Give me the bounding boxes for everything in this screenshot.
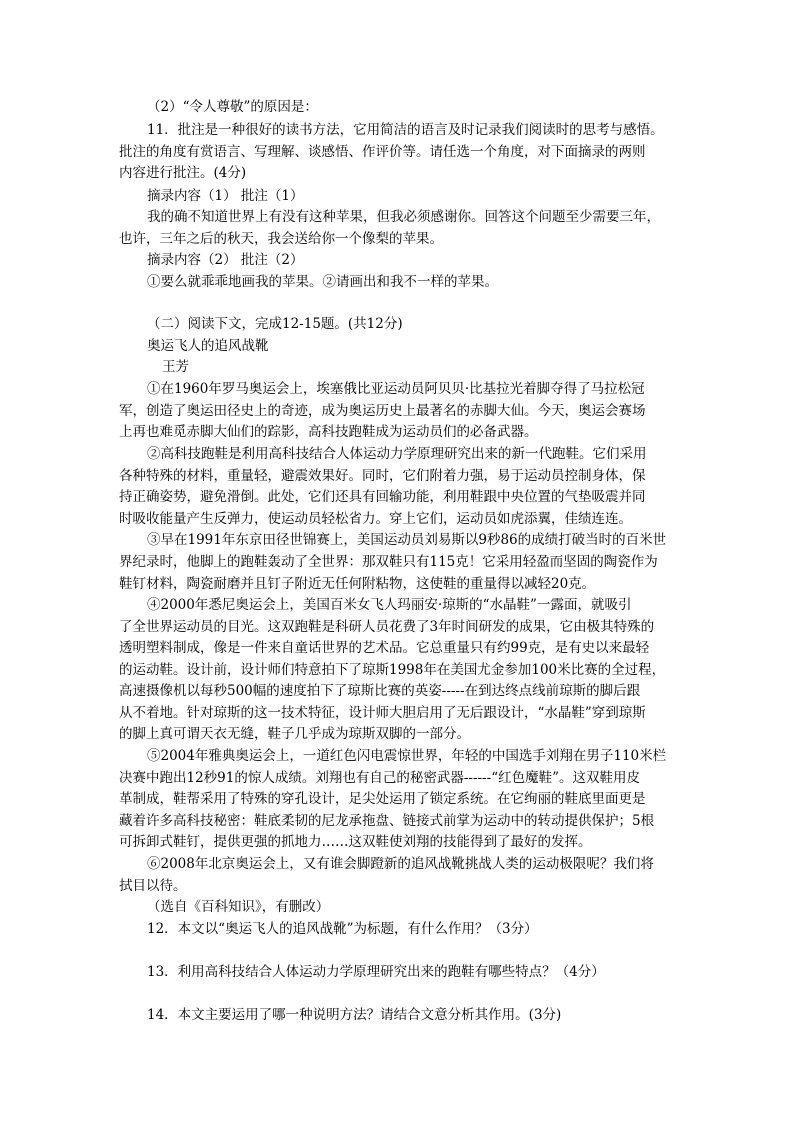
paragraph-2-line: ②高科技跑鞋是利用高科技结合人体运动力学原理研究出来的新一代跑鞋。它们采用 [147,446,647,462]
question-11-line: 内容进行批注。(4分) [119,165,247,181]
paragraph-2-line: 持正确姿势，避免滑倒。此处，它们还具有回输功能，利用鞋跟中央位置的气垫吸震并同 [119,489,646,505]
paragraph-2-line: 时吸收能量产生反弹力，使运动员轻松省力。穿上它们，运动员如虎添翼，佳绩连连。 [119,511,632,527]
paragraph-1-line: 上再也难觅赤脚大仙们的踪影，高科技跑鞋成为运动员们的必备武器。 [119,424,538,440]
question-13: 13．利用高科技结合人体运动力学原理研究出来的跑鞋有哪些特点？（4分） [147,964,605,980]
article-author: 王芳 [162,359,189,375]
question-11-line: 11．批注是一种很好的读书方法，它用简洁的语言及时记录我们阅读时的思考与感悟。 [147,122,664,138]
paragraph-3-line: 界纪录时，他脚上的跑鞋轰动了全世界：那双鞋只有115克！它采用轻盈而坚固的陶瓷作为 [119,554,658,570]
question-11-line: 批注的角度有赏语言、写理解、谈感悟、作评价等。请任选一个角度，对下面摘录的两则 [119,144,646,160]
paragraph-5-line: ⑤2004年雅典奥运会上，一道红色闪电震惊世界，年轻的中国选手刘翔在男子110米栏 [147,748,667,764]
paragraph-4-line: ④2000年悉尼奥运会上，美国百米女飞人玛丽安·琼斯的“水晶鞋”一露面，就吸引 [147,597,632,613]
paragraph-5-line: 可拆卸式鞋钉，提供更强的抓地力……这双鞋使刘翔的技能得到了最好的发挥。 [119,834,592,850]
paragraph-4-line: 从不着地。针对琼斯的这一技术特征，设计师大胆启用了无后跟设计，“水晶鞋”穿到琼斯 [119,705,646,721]
excerpt-2-text: ①要么就乖乖地画我的苹果。②请画出和我不一样的苹果。 [147,274,498,290]
paragraph-1-line: ①在1960年罗马奥运会上，埃塞俄比亚运动员阿贝贝·比基拉光着脚夺得了马拉松冠 [147,381,645,397]
section-2-instruction: （二）阅读下文，完成12-15题。(共12分) [147,316,403,332]
paragraph-4-line: 了全世界运动员的目光。这双跑鞋是科研人员花费了3年时间研发的成果，它由极其特殊的 [119,619,655,635]
paragraph-4-line: 透明塑料制成，像是一件来自童话世界的艺术品。它总重量只有约99克，是有史以来最轻 [119,640,650,656]
paragraph-4-line: 的脚上真可谓天衣无缝，鞋子几乎成为琼斯双脚的一部分。 [119,726,470,742]
excerpt-1-text: 我的确不知道世界上有没有这种苹果，但我必须感谢你。回答这个问题至少需要三年， [147,209,660,225]
question-10-2-prompt: （2）“令人尊敬”的原因是： [147,99,318,115]
excerpt-1-text: 也许，三年之后的秋天，我会送给你一个像梨的苹果。 [119,231,443,247]
paragraph-3-line: 鞋钉材料，陶瓷耐磨并且钉子附近无任何附粘物，这使鞋的重量得以减轻20克。 [119,576,596,592]
paragraph-5-line: 革制成，鞋帮采用了特殊的穿孔设计，足尖处运用了锁定系统。在它绚丽的鞋底里面更是 [119,791,646,807]
paragraph-5-line: 藏着许多高科技秘密：鞋底柔韧的尼龙承拖盘、链接式前掌为运动中的转动提供保护；5根 [119,813,655,829]
paragraph-6-line: ⑥2008年北京奥运会上，又有谁会脚蹬新的追风战靴挑战人类的运动极限呢？我们将 [147,856,654,872]
paragraph-4-line: 高速摄像机以每秒500幅的速度拍下了琼斯比赛的英姿-----在到达终点线前琼斯的脚后跟 [119,683,641,699]
paragraph-5-line: 决赛中跑出12秒91的惊人成绩。刘翔也有自己的秘密武器------“红色魔鞋”。这双鞋用皮 [119,770,641,786]
article-title: 奥运飞人的追风战靴 [147,338,269,354]
paragraph-1-line: 军，创造了奥运田径史上的奇迹，成为奥运历史上最著名的赤脚大仙。今天，奥运会赛场 [119,403,646,419]
paragraph-2-line: 各种特殊的材料，重量轻，避震效果好。同时，它们附着力强，易于运动员控制身体，保 [119,468,646,484]
paragraph-3-line: ③早在1991年东京田径世锦赛上，美国运动员刘易斯以9秒86的成绩打破当时的百米世 [147,532,667,548]
source-note: （选自《百科知识》，有删改） [147,899,330,915]
excerpt-1-heading: 摘录内容（1） 批注（1） [147,188,304,204]
question-14: 14．本文主要运用了哪一种说明方法？请结合文意分析其作用。(3分) [147,1007,562,1023]
paragraph-6-line: 拭目以待。 [119,878,187,894]
excerpt-2-heading: 摘录内容（2） 批注（2） [147,252,304,268]
paragraph-4-line: 的运动鞋。设计前，设计师们特意拍下了琼斯1998年在美国尤金参加100米比赛的全过程， [119,662,666,678]
question-12: 12．本文以“奥运飞人的追风战靴”为标题，有什么作用？（3分） [147,921,538,937]
